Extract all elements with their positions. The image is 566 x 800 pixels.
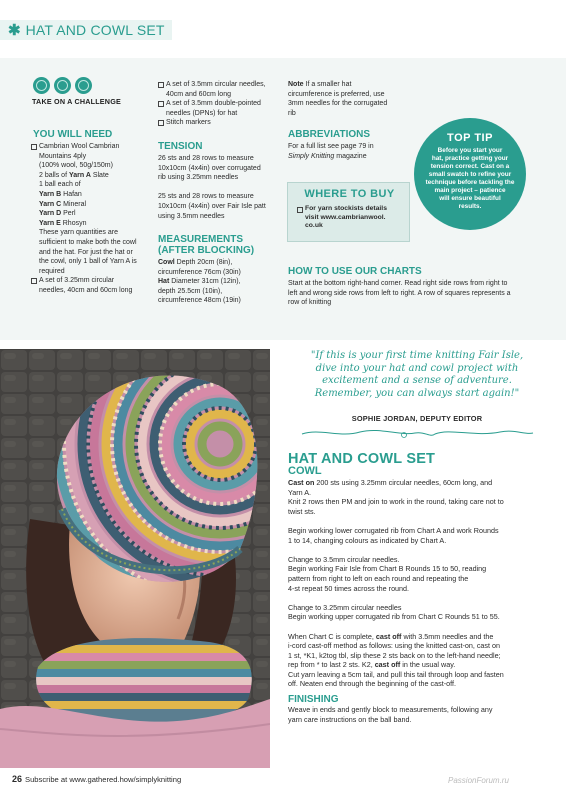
tension-line: using 3.5mm needles [158,212,225,220]
charts-line: row of knitting [288,299,332,307]
charts-section [288,266,558,308]
needle-line: needles, 40cm and 60cm long [39,286,133,294]
instruction-line: 4-st repeat 50 times across the round. [288,583,410,593]
quote-line: excitement and a sense of adventure. [322,375,512,387]
tip-line: small swatch to refine your [428,171,512,178]
page-number: 26 [12,774,23,784]
yarn-item: Yarn B Hafan [39,190,82,198]
section-header [0,20,172,40]
instruction-line: off. Neaten end through the beginning of the cast-off. [288,679,456,689]
watermark: PassionForum.ru [448,776,509,785]
instruction-line: i-cord cast-off method as follows: using the knitted cast-on, cast on [288,641,501,651]
checkbox-icon [31,144,37,150]
abbreviations-heading: ABBREVIATIONS [288,129,371,140]
measurements-section [158,234,283,306]
tension-line: 26 sts and 28 rows to measure [158,155,254,162]
needle-line: A set of 3.5mm double-pointed [166,100,261,108]
tip-line: Before you start your [437,147,503,154]
subscribe-link[interactable]: Subscribe at www.gathered.how/simplyknitting [25,775,182,784]
quantity-note: These yarn quantities are [39,229,118,237]
tip-line: hat, practice getting your [431,155,509,162]
where-to-buy-box [287,182,410,242]
tension-line: 10x10cm (4x4in) over corrugated [158,164,261,172]
note-line: circumference is preferred, use [288,90,385,98]
tension-heading: TENSION [158,141,203,152]
instruction-line: twist sts. [288,506,316,516]
you-will-need-heading: YOU WILL NEED [33,129,113,140]
abbreviations-line: For a full list see page 79 in [288,143,374,150]
top-tip-circle [414,118,526,230]
tip-line: main project – patience [434,187,506,194]
quantity-note: the cowl, only 1 ball of Yarn A is [39,258,137,266]
checkbox-icon [158,101,164,107]
quote-author: SOPHIE JORDAN, DEPUTY EDITOR [351,414,483,423]
yarn-a-line: 2 balls of Yarn A Slate [39,171,109,179]
quantity-note: and the hat. For just the hat or [39,248,133,256]
quantity-note: sufficient to make both the cowl [39,238,137,246]
quantity-note: required [39,267,65,275]
instruction-line: Begin working lower corrugated rib from Chart A and work Rounds [288,525,499,535]
hat-size: circumference 48cm (19in) [158,297,241,305]
quote-line: Remember, you can always start again!" [314,387,520,399]
abbreviations-section [288,129,413,161]
checkbox-icon [31,278,37,284]
hat-and-cowl-photo [0,349,270,768]
editor-quote [288,350,546,400]
instruction-line: 1 st, *K1, k2tog tbl, slip these 2 sts back on to the left-hand needle; [288,650,501,660]
top-tip-heading: TOP TIP [447,132,493,144]
squiggle-divider [300,426,545,440]
finishing-heading: FINISHING [288,694,339,706]
yarn-item: Yarn C Mineral [39,200,87,208]
page-title: HAT AND COWL SET [25,22,165,38]
instruction-line: Cut yarn leaving a 5cm tail, and pull this tail through loop and fasten [288,669,504,679]
instruction-line: Begin working upper corrugated rib from Chart C Rounds 51 to 55. [288,612,500,622]
instruction-line: When Chart C is complete, cast off with 3.5mm needles and the [288,631,494,641]
pattern-instructions [288,478,558,724]
instruction-line: 1 to 14, changing colours as indicated by Chart A. [288,535,447,545]
tension-line: 25 sts and 28 rows to measure [158,193,254,201]
quote-line: dive into your hat and cowl project with [315,362,519,374]
instruction-line: Change to 3.25mm circular needles [288,602,402,612]
note-line: rib [288,109,296,117]
instruction-line: yarn care instructions on the ball band. [288,714,412,724]
each-of-line: 1 ball each of [39,181,81,189]
needle-line: 40cm and 60cm long [166,90,231,98]
charts-heading: HOW TO USE OUR CHARTS [288,266,422,277]
note-line: Note If a smaller hat [288,81,352,88]
needle-line: needles (DPNs) for hat [166,109,238,117]
instruction-line: Knit 2 rows then PM and join to work in the round, taking care not to [288,497,504,507]
needle-line: A set of 3.5mm circular needles, [166,81,266,88]
tip-line: will ensure beautiful [439,195,501,202]
challenge-label: TAKE ON A CHALLENGE [32,97,121,106]
quote-line: "If this is your first time knitting Fair Isle, [310,350,524,361]
checkbox-icon [158,82,164,88]
cowl-size: Cowl Depth 20cm (8in), [158,259,233,266]
charts-line: left and wrong side rows from left to right. A row of squares represents a [288,289,511,297]
where-to-buy-line: For yarn stockists details [305,205,387,212]
pattern-subtitle: COWL [288,465,322,477]
yarn-item: Yarn D Perl [39,210,76,218]
needle-line: A set of 3.25mm circular [39,277,115,285]
asterisk-icon: ✱ [8,21,21,39]
instruction-line: Change to 3.5mm circular needles. [288,554,400,564]
tip-line: tension correct. Cast on a [430,163,510,170]
instruction-line: pattern from right to left on each round and repeating the [288,573,469,583]
needle-line: Stitch markers [166,119,211,127]
tension-line: rib using 3.25mm needles [158,174,239,182]
you-will-need-section [33,129,151,296]
instruction-line: Weave in ends and gently block to measurements, following any [288,705,493,715]
tip-line: technique before tackling the [425,179,515,186]
instruction-line: Yarn A. [288,487,312,497]
where-to-buy-heading: WHERE TO BUY [304,188,395,200]
page-footer [12,774,181,784]
instruction-line: rep from * to last 2 sts. K2, cast off in the usual way. [288,660,456,670]
instruction-line: Begin working Fair Isle from Chart B Rounds 15 to 50, reading [288,564,487,574]
instruction-line: Cast on 200 sts using 3.25mm circular needles, 60cm long, and [288,478,493,487]
checkbox-icon [158,120,164,126]
hat-size: Hat Diameter 31cm (12in), [158,278,241,286]
tip-line: results. [458,203,482,210]
pattern-title: HAT AND COWL SET [288,451,436,467]
abbreviations-line: Simply Knitting magazine [288,152,367,160]
charts-line: Start at the bottom right-hand corner. Read right side rows from right to [288,280,508,287]
where-to-buy-link[interactable]: visit www.cambrianwool. [305,213,386,221]
yarn-line: Mountains 4ply [39,152,87,160]
measurements-heading: MEASUREMENTS [158,234,244,245]
yarn-balls-icon [33,77,97,94]
yarn-line: (100% wool, 50g/150m) [39,162,113,170]
note-line: 3mm needles for the corrugated [288,100,388,108]
measurements-subheading: (AFTER BLOCKING) [158,245,255,256]
cowl-size: circumference 76cm (30in) [158,268,241,276]
yarn-line: Cambrian Wool Cambrian [39,143,120,150]
tension-section [158,141,283,221]
needles-list [158,80,283,128]
tension-line: 10x10cm (4x4in) over Fair Isle patt [158,202,266,210]
checkbox-icon [297,207,303,213]
yarn-item: Yarn E Rhosyn [39,219,87,227]
note-block [288,80,408,118]
where-to-buy-link[interactable]: co.uk [305,222,323,230]
hat-size: depth 25.5cm (10in), [158,287,223,295]
yarn-list [31,142,151,296]
